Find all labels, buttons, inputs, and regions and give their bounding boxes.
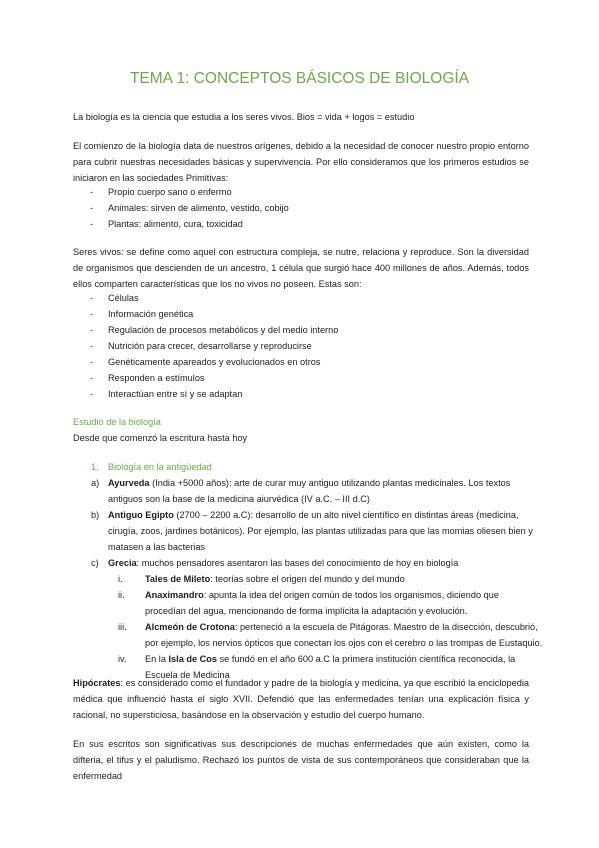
list-marker: - [90, 325, 94, 335]
egypt-text: (2700 – 2200 a.C): desarrollo de un alto nivel científico en distintas áreas (medicina, [173, 510, 519, 520]
greece-line [108, 555, 458, 571]
definition-paragraph: La biología es la ciencia que estudia a los seres vivos. Bios = vida + logos = estudio [73, 112, 415, 122]
list-marker: - [90, 309, 94, 319]
numbered-marker: 1. [91, 462, 99, 472]
hippocrates-name: Hipócrates [73, 678, 121, 688]
list-item [73, 370, 529, 386]
list-marker: - [90, 219, 94, 229]
item-marker-b: b) [91, 510, 100, 520]
list-marker: - [90, 203, 94, 213]
roman-marker: iii. [118, 622, 127, 632]
list-marker: - [90, 341, 94, 351]
list-marker: - [90, 293, 94, 303]
section-heading: Estudio de la biología [73, 417, 161, 427]
list-item-text: Interactúan entre sí y se adaptan [108, 389, 243, 399]
list-item [73, 322, 529, 338]
alcmeon-text: : perteneció a la escuela de Pitágoras. Maestro de la disección, descubrió, [234, 622, 538, 632]
list-item-text: Animales: sirven de alimento, vestido, cobijo [108, 203, 289, 213]
tales-line [145, 571, 405, 587]
origin-paragraph: El comienzo de la biología data de nuestros orígenes, debido a la necesidad de conocer nuestro propio entorno para cubrir nuestras necesidades básicas y supervivencia. Por ello consideramos que los primeros estudios se iniciaron en las sociedades Primitivas: [73, 141, 529, 183]
egypt-name: Antiguo Egipto [108, 510, 174, 520]
cos-text: se fundó en el año 600 a.C la primera institución científica reconocida, la [217, 654, 516, 664]
item-marker-c: c) [91, 558, 99, 568]
alcmeon-name: Alcmeón de Crotona [145, 622, 235, 632]
ayurveda-line-2: antiguos son la base de la medicina aiurvédica (IV a.C. – III d.C) [108, 494, 370, 504]
roman-marker: ii. [118, 590, 125, 600]
item-marker-a: a) [91, 478, 100, 488]
roman-marker: i. [118, 574, 123, 584]
list-item [73, 290, 529, 306]
cos-name: Isla de Cos [168, 654, 218, 664]
roman-marker: iv. [118, 654, 127, 664]
greece-text: : muchos pensadores asentaron las bases del conocimiento de hoy en biología [136, 558, 459, 568]
tales-text: : teorías sobre el origen del mundo y del mundo [210, 574, 405, 584]
list-item-text: Nutrición para crecer, desarrollarse y reproducirse [108, 341, 312, 351]
list-marker: - [90, 357, 94, 367]
section-subheading: Desde que comenzó la escritura hasta hoy [73, 433, 248, 443]
ayurveda-line-1 [108, 475, 529, 491]
anaximandro-name: Anaximandro [145, 590, 204, 600]
egypt-line-3: matasen a las bacterias [108, 542, 206, 552]
list-item [73, 338, 529, 354]
primitive-list [73, 184, 529, 232]
hippocrates-paragraph [73, 675, 529, 723]
cos-pre: En la [145, 654, 169, 664]
list-item-text: Información genética [108, 309, 194, 319]
tales-name: Tales de Mileto [145, 574, 211, 584]
characteristics-list [73, 290, 529, 402]
anaximandro-text: : apunta la idea del origen común de todos los organismos, diciendo que [203, 590, 499, 600]
alcmeon-line-2: por ejemplo, los nervios ópticos que conectan los ojos con el cerebro o las trompas de Eustaquio. [145, 638, 543, 648]
anaximandro-line-2: procedían del agua, mencionando de forma implícita la adaptación y evolución. [145, 606, 468, 616]
greece-name: Grecia [108, 558, 137, 568]
list-item [73, 200, 529, 216]
writings-paragraph: En sus escritos son significativas sus descripciones de muchas enfermedades que aún existen, como la difteria, el tifus y el paludismo. Rechazó los puntos de vista de sus contemporáneos que consideraban que la enfermedad [73, 739, 529, 781]
subsection-heading: Biología en la antigüedad [108, 462, 212, 472]
cos-line-2: Escuela de Medicina [145, 670, 230, 680]
living-beings-paragraph: Seres vivos: se define como aquel con estructura compleja, se nutre, relaciona y reproduce. Son la diversidad de organismos que descienden de un ancestro, 1 célula que surgió hace 400 millones de años. Además, todos ellos comparten características que los no vivos no poseen. Estas son: [73, 247, 529, 289]
ayurveda-text: (India +5000 años): arte de curar muy antiguo utilizando plantas medicinales. Los textos [149, 478, 511, 488]
hippocrates-text: : es considerado como el fundador y padre de la biología y medicina, ya que escribió la enciclopedia médica que influenció hasta el siglo XVII. Defendió que las enfermedades tenían una explicación física y racional, no supersticiosa, basándose en la observación y estudio del cuerpo humano. [73, 678, 529, 720]
ayurveda-name: Ayurveda [108, 478, 150, 488]
egypt-line-2: cirugía, zoos, jardines botánicos). Por ejemplo, las plantas utilizadas para que las momias oliesen bien y [108, 526, 533, 536]
list-marker: - [90, 389, 94, 399]
list-item-text: Propio cuerpo sano o enfermo [108, 187, 232, 197]
list-item [73, 386, 529, 402]
list-item-text: Genéticamente apareados y evolucionados en otros [108, 357, 321, 367]
list-item-text: Plantas: alimento, cura, toxicidad [108, 219, 243, 229]
list-item-text: Células [108, 293, 139, 303]
page-title: TEMA 1: CONCEPTOS BÁSICOS DE BIOLOGÍA [129, 70, 470, 87]
list-item [73, 354, 529, 370]
list-marker: - [90, 373, 94, 383]
list-item-text: Regulación de procesos metabólicos y del medio interno [108, 325, 339, 335]
alcmeon-line-1 [145, 619, 538, 635]
list-item-text: Responden a estímulos [108, 373, 205, 383]
list-item [73, 184, 529, 200]
anaximandro-line-1 [145, 587, 499, 603]
list-item [73, 216, 529, 232]
egypt-line-1 [108, 507, 529, 523]
list-marker: - [90, 187, 94, 197]
list-item [73, 306, 529, 322]
cos-line-1 [145, 651, 515, 667]
